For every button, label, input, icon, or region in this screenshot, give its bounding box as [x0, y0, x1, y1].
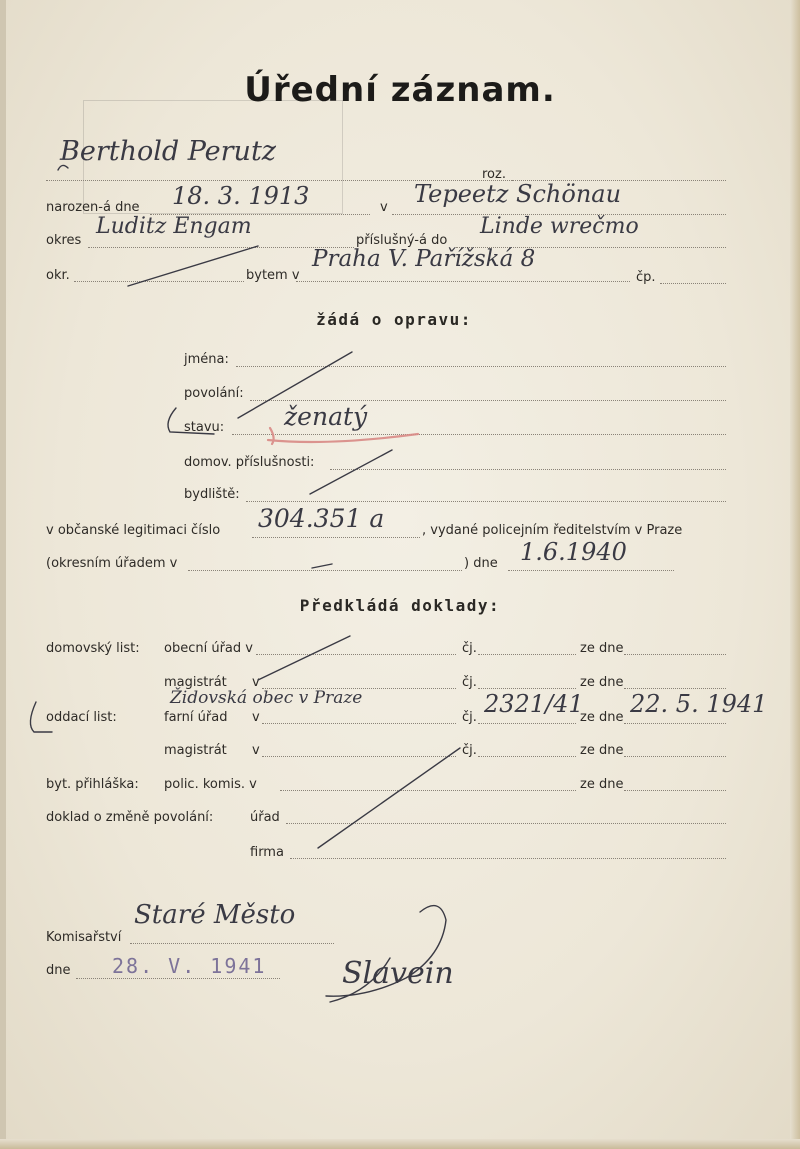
handwritten-birth-date: 18. 3. 1913 — [172, 182, 310, 210]
handwritten-ze-dne: 22. 5. 1941 — [630, 690, 768, 718]
domov-label: domov. příslušnosti: — [184, 455, 315, 470]
handwritten-cj: 2321/41 — [484, 690, 584, 718]
cp-label: čp. — [636, 270, 656, 285]
firma-label: firma — [250, 845, 284, 860]
row4-magistrat: magistrát — [164, 743, 227, 758]
legitimace-prefix: v občanské legitimaci číslo — [46, 523, 221, 538]
urad-label: úřad — [250, 810, 280, 825]
row2-magistrat: magistrát — [164, 675, 227, 690]
row4-cj: čj. — [462, 743, 477, 758]
polic-label: polic. komis. v — [164, 777, 257, 792]
row2-ze-dne: ze dne — [580, 675, 624, 690]
legitimace-issued: , vydané policejním ředitelstvím v Praze — [422, 523, 683, 538]
byt-label: byt. přihláška: — [46, 777, 139, 792]
handwritten-district: Luditz Engam — [96, 214, 252, 239]
dne-label: ) dne — [464, 556, 498, 571]
narozen-label: narozen-á dne — [46, 200, 140, 215]
oddaci-label: oddací list: — [46, 710, 117, 725]
stavu-label: stavu: — [184, 420, 225, 435]
document-title: Úřední záznam. — [244, 70, 556, 110]
okr-label: okr. — [46, 268, 70, 283]
handwritten-belongs-to: Linde wrečmo — [480, 214, 639, 239]
row1-cj: čj. — [462, 641, 477, 656]
row4-v: v — [252, 743, 260, 758]
signature: Slavein — [342, 956, 454, 991]
documents-heading: Předkládá doklady: — [299, 596, 501, 615]
row1-ze-dne: ze dne — [580, 641, 624, 656]
farni-label: farní úřad — [164, 710, 228, 725]
doklad-label: doklad o změně povolání: — [46, 810, 214, 825]
handwritten-birth-place: Tepeetz Schönau — [414, 180, 622, 208]
okres-label: okres — [46, 233, 82, 248]
handwritten-komisarstvi: Staré Město — [134, 900, 296, 930]
handwritten-id-number: 304.351 a — [258, 504, 385, 533]
handwritten-name: Berthold Perutz — [60, 136, 277, 167]
bydliste-label: bydliště: — [184, 487, 240, 502]
obecni-label: obecní úřad v — [164, 641, 253, 656]
handwritten-stavu: ženatý — [284, 402, 368, 431]
row3-v: v — [252, 710, 260, 725]
row4-ze-dne: ze dne — [580, 743, 624, 758]
povolani-label: povolání: — [184, 386, 244, 401]
row5-ze-dne: ze dne — [580, 777, 624, 792]
jmena-label: jména: — [184, 352, 229, 367]
v-label: v — [380, 200, 388, 215]
okresnim-label: (okresním úřadem v — [46, 556, 178, 571]
handwritten-farni-urad: Židovská obec v Praze — [170, 688, 363, 708]
handwritten-id-date: 1.6.1940 — [520, 538, 627, 566]
date-stamp: 28. V. 1941 — [112, 954, 267, 978]
bytem-label: bytem v — [246, 268, 300, 283]
footer-dne-label: dne — [46, 963, 71, 978]
roz-label: roz. — [482, 167, 506, 182]
row3-cj: čj. — [462, 710, 477, 725]
domovsky-label: domovský list: — [46, 641, 140, 656]
row2-v: v — [252, 675, 260, 690]
handwritten-residence: Praha V. Pařížská 8 — [312, 246, 536, 272]
row3-ze-dne: ze dne — [580, 710, 624, 725]
komisarstvi-label: Komisařství — [46, 930, 122, 945]
prislusny-label: příslušný-á do — [356, 233, 448, 248]
request-heading: žádá o opravu: — [316, 310, 472, 329]
row2-cj: čj. — [462, 675, 477, 690]
